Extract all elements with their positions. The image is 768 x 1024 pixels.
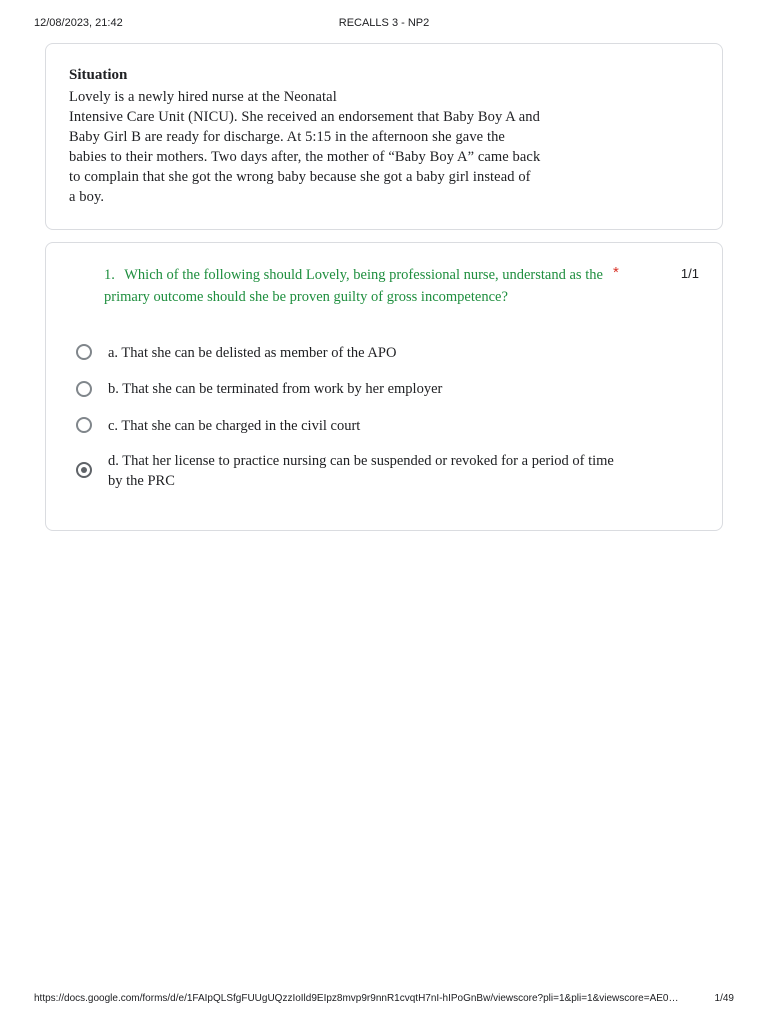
option-label: b. That she can be terminated from work by her employer (108, 381, 443, 397)
required-asterisk: * (613, 264, 619, 281)
print-title: RECALLS 3 - NP2 (338, 17, 430, 29)
situation-line: Baby Girl B are ready for discharge. At 5:15 in the afternoon she gave the (69, 129, 505, 145)
radio-checked-icon[interactable] (76, 462, 92, 478)
question-text (104, 264, 626, 308)
question-number: 1. (104, 267, 115, 283)
radio-unchecked-icon[interactable] (76, 381, 92, 397)
print-header (34, 17, 734, 31)
radio-unchecked-icon[interactable] (76, 344, 92, 360)
option-label: d. That her license to practice nursing can be suspended or revoked for a period of time by the PRC (108, 453, 614, 489)
question-score: 1/1 (680, 266, 699, 281)
option-label: a. That she can be delisted as member of the APO (108, 345, 397, 361)
situation-line: babies to their mothers. Two days after, the mother of “Baby Boy A” came back (69, 149, 541, 165)
situation-line: to complain that she got the wrong baby because she got a baby girl instead of (69, 169, 531, 185)
situation-title: Situation (69, 67, 128, 83)
page-number: 1/49 (714, 993, 734, 1004)
print-date: 12/08/2023, 21:42 (34, 17, 123, 29)
print-footer (34, 993, 734, 1007)
question-card (45, 242, 723, 531)
situation-line: Intensive Care Unit (NICU). She received an endorsement that Baby Boy A and (69, 109, 540, 125)
situation-line: Lovely is a newly hired nurse at the Neonatal (69, 89, 337, 105)
situation-description (69, 87, 559, 207)
situation-line: a boy. (69, 189, 105, 205)
situation-card (45, 43, 723, 230)
option-label: c. That she can be charged in the civil court (108, 418, 361, 434)
radio-unchecked-icon[interactable] (76, 417, 92, 433)
question-prompt: Which of the following should Lovely, being professional nurse, understand as the primary outcome should she be proven guilty of gross incompetence? (104, 267, 603, 305)
page-url: https://docs.google.com/forms/d/e/1FAIpQLSfgFUUgUQzzIoIld9EIpz8mvp9r9nnR1cvqtH7nI-hIPoGnBw/viewscore?pli=1&pli=1&viewscore=AE0… (34, 993, 679, 1004)
